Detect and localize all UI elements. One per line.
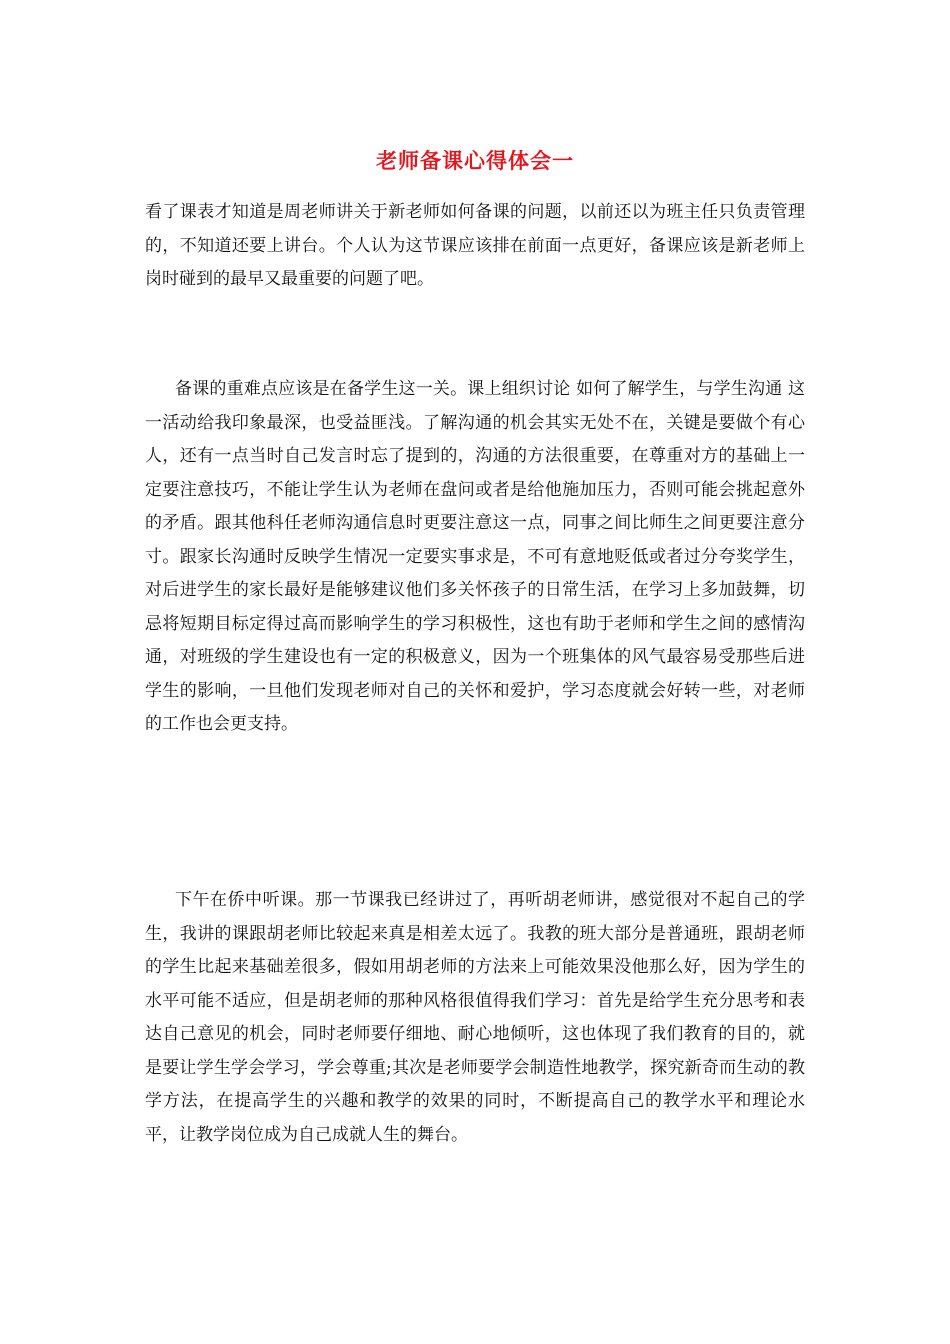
paragraph-1: 看了课表才知道是周老师讲关于新老师如何备课的问题，以前还以为班主任只负责管理的，不知道还要上讲台。个人认为这节课应该排在前面一点更好，备课应该是新老师上岗时碰到的最早又最重要的问题了吧。: [145, 202, 805, 289]
paragraph-2: 备课的重难点应该是在备学生这一关。课上组织讨论 如何了解学生，与学生沟通 这一活动给我印象最深，也受益匪浅。了解沟通的机会其实无处不在，关键是要做个有心人，还有一点当时自己发言时忘了提到的，沟通的方法很重要，在尊重对方的基础上一定要注意技巧，不能让学生认为老师在盘问或者是给他施加压力，否则可能会挑起意外的矛盾。跟其他科任老师沟通信息时更要注意这一点，同事之间比师生之间更要注意分寸。跟家长沟通时反映学生情况一定要实事求是，不可有意地贬低或者过分夸奖学生，对后进学生的家长最好是能够建议他们多关怀孩子的日常生活，在学习上多加鼓舞，切忌将短期目标定得过高而影响学生的学习积极性，这也有助于老师和学生之间的感情沟通，对班级的学生建设也有一定的积极意义，因为一个班集体的风气最容易受那些后进学生的影响，一旦他们发现老师对自己的关怀和爱护，学习态度就会好转一些，对老师的工作也会更支持。: [145, 379, 805, 734]
document-title: 老师备课心得体会一: [376, 148, 574, 173]
paragraph-3: 下午在侨中听课。那一节课我已经讲过了，再听胡老师讲，感觉很对不起自己的学生，我讲的课跟胡老师比较起来真是相差太远了。我教的班大部分是普通班，跟胡老师的学生比起来基础差很多，假如用胡老师的方法来上可能效果没他那么好，因为学生的水平可能不适应，但是胡老师的那种风格很值得我们学习：首先是给学生充分思考和表达自己意见的机会，同时老师要仔细地、耐心地倾听，这也体现了我们教育的目的，就是要让学生学会学习，学会尊重;其次是老师要学会制造性地教学，探究新奇而生动的教学方法，在提高学生的兴趣和教学的效果的同时，不断提高自己的教学水平和理论水平，让教学岗位成为自己成就人生的舞台。: [145, 890, 805, 1145]
